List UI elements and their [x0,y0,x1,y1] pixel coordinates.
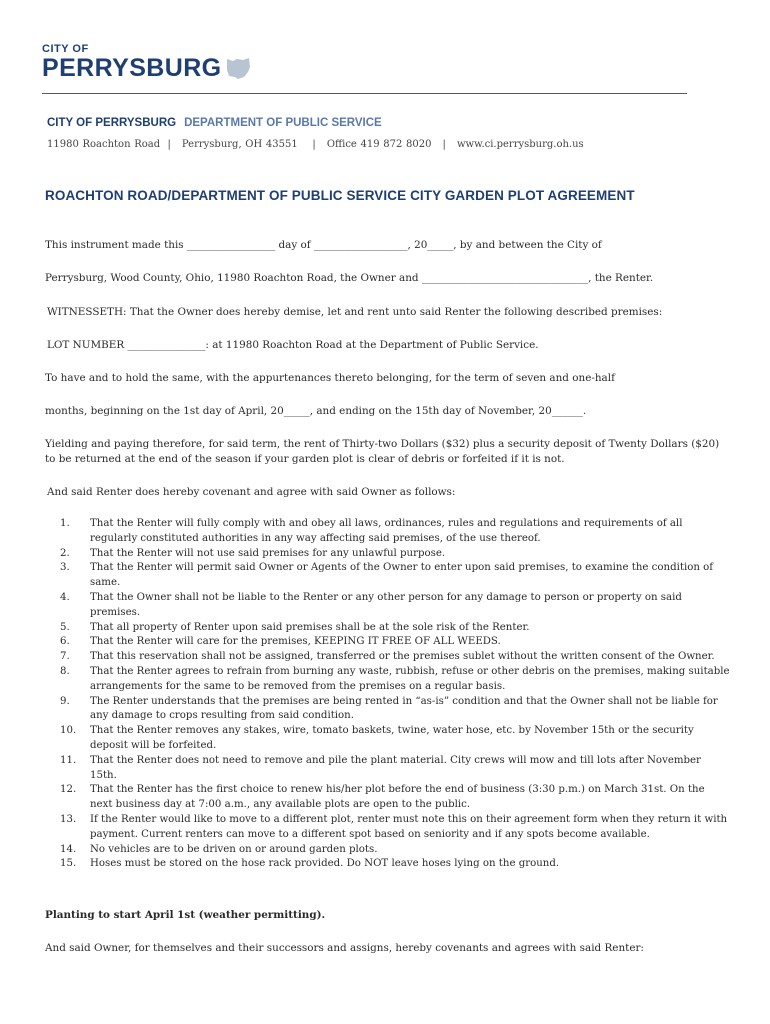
list-item: 13. If the Renter would like to move to a different plot, renter must note this on their agreement form when they return it with payment. Current renters can move to a different spot based on seniority and if any spots become available. [60,813,728,840]
list-item: 3. That the Renter will permit said Owner or Agents of the Owner to enter upon said premises, to examine the condition of same. [60,562,714,589]
paragraph-instrument: This instrument made this _________________ day of __________________, 20_____, by and between the City of [45,239,602,251]
page-title: ROACHTON ROAD/DEPARTMENT OF PUBLIC SERVICE CITY GARDEN PLOT AGREEMENT [45,188,635,203]
paragraph-parties: Perrysburg, Wood County, Ohio, 11980 Roachton Road, the Owner and ________________________________, the Renter. [45,272,654,284]
list-item: 12. That the Renter has the first choice to renew his/her plot before the end of business (3:30 p.m.) on March 31st. On the next business day at 7:00 a.m., any available plots are open to the public. [60,784,705,811]
contact-address: 11980 Roachton Road | Perrysburg, OH 43551 | Office 419 872 8020 | www.ci.perrysburg.oh.us [47,139,584,150]
list-item: 4. That the Owner shall not be liable to the Renter or any other person for any damage to person or property on said premises. [60,591,682,618]
list-item: 5. That all property of Renter upon said premises shall be at the sole risk of the Renter. [60,621,530,633]
city-name: CITY OF PERRYSBURG [47,117,177,129]
list-item: 1. That the Renter will fully comply with and obey all laws, ordinances, rules and regulations and requirements of all regularly constituted authorities in any way affecting said premises, of the use thereof. [60,518,683,544]
ohio-state-icon [225,58,251,80]
department-heading [47,117,382,129]
list-item: 8. That the Renter agrees to refrain from burning any waste, rubbish, refuse or other debris on the premises, making suitable arrangements for the same to be removed from the premises on a regular basis. [60,665,730,692]
list-item: 7. That this reservation shall not be assigned, transferred or the premises sublet without the written consent of the Owner. [60,651,715,663]
list-item: 6. That the Renter will care for the premises, KEEPING IT FREE OF ALL WEEDS. [60,636,501,648]
list-item: 11. That the Renter does not need to remove and pile the plant material. City crews will mow and till lots after November 15th. [60,754,701,781]
list-item: 15. Hoses must be stored on the hose rack provided. Do NOT leave hoses lying on the ground. [60,858,560,870]
list-item: 9. The Renter understands that the premises are being rented in “as-is” condition and that the Owner shall not be liable for any damage to crops resulting from said condition. [60,695,718,722]
paragraph-rent: Yielding and paying therefore, for said term, the rent of Thirty-two Dollars ($32) plus a security deposit of Twenty Dollars ($20) to be returned at the end of the season if your garden plot is clear of debris or forfeited if it is not. [45,438,720,465]
paragraph-covenant: And said Renter does hereby covenant and agree with said Owner as follows: [47,486,456,498]
paragraph-witnesseth: WITNESSETH: That the Owner does hereby demise, let and rent unto said Renter the following described premises: [47,306,663,318]
planting-note: Planting to start April 1st (weather permitting). [45,909,326,921]
header-divider [42,93,687,94]
paragraph-term: To have and to hold the same, with the appurtenances thereto belonging, for the term of seven and one-half [45,372,615,384]
terms-list [45,517,730,872]
list-item: 14. No vehicles are to be driven on or around garden plots. [60,843,378,855]
department-name: DEPARTMENT OF PUBLIC SERVICE [184,117,382,129]
logo-city-of: CITY OF [42,43,89,55]
paragraph-owner-covenant: And said Owner, for themselves and their successors and assigns, hereby covenants and agrees with said Renter: [45,942,644,954]
list-item: 10. That the Renter removes any stakes, wire, tomato baskets, twine, water hose, etc. by November 15th or the security deposit will be forfeited. [60,725,694,751]
paragraph-lot-number: LOT NUMBER _______________: at 11980 Roachton Road at the Department of Public Service. [47,339,539,351]
paragraph-months: months, beginning on the 1st day of April, 20_____, and ending on the 15th day of November, 20______. [45,405,587,417]
list-item: 2. That the Renter will not use said premises for any unlawful purpose. [60,547,446,559]
logo-perrysburg: PERRYSBURG [42,54,222,82]
city-logo [42,44,251,81]
